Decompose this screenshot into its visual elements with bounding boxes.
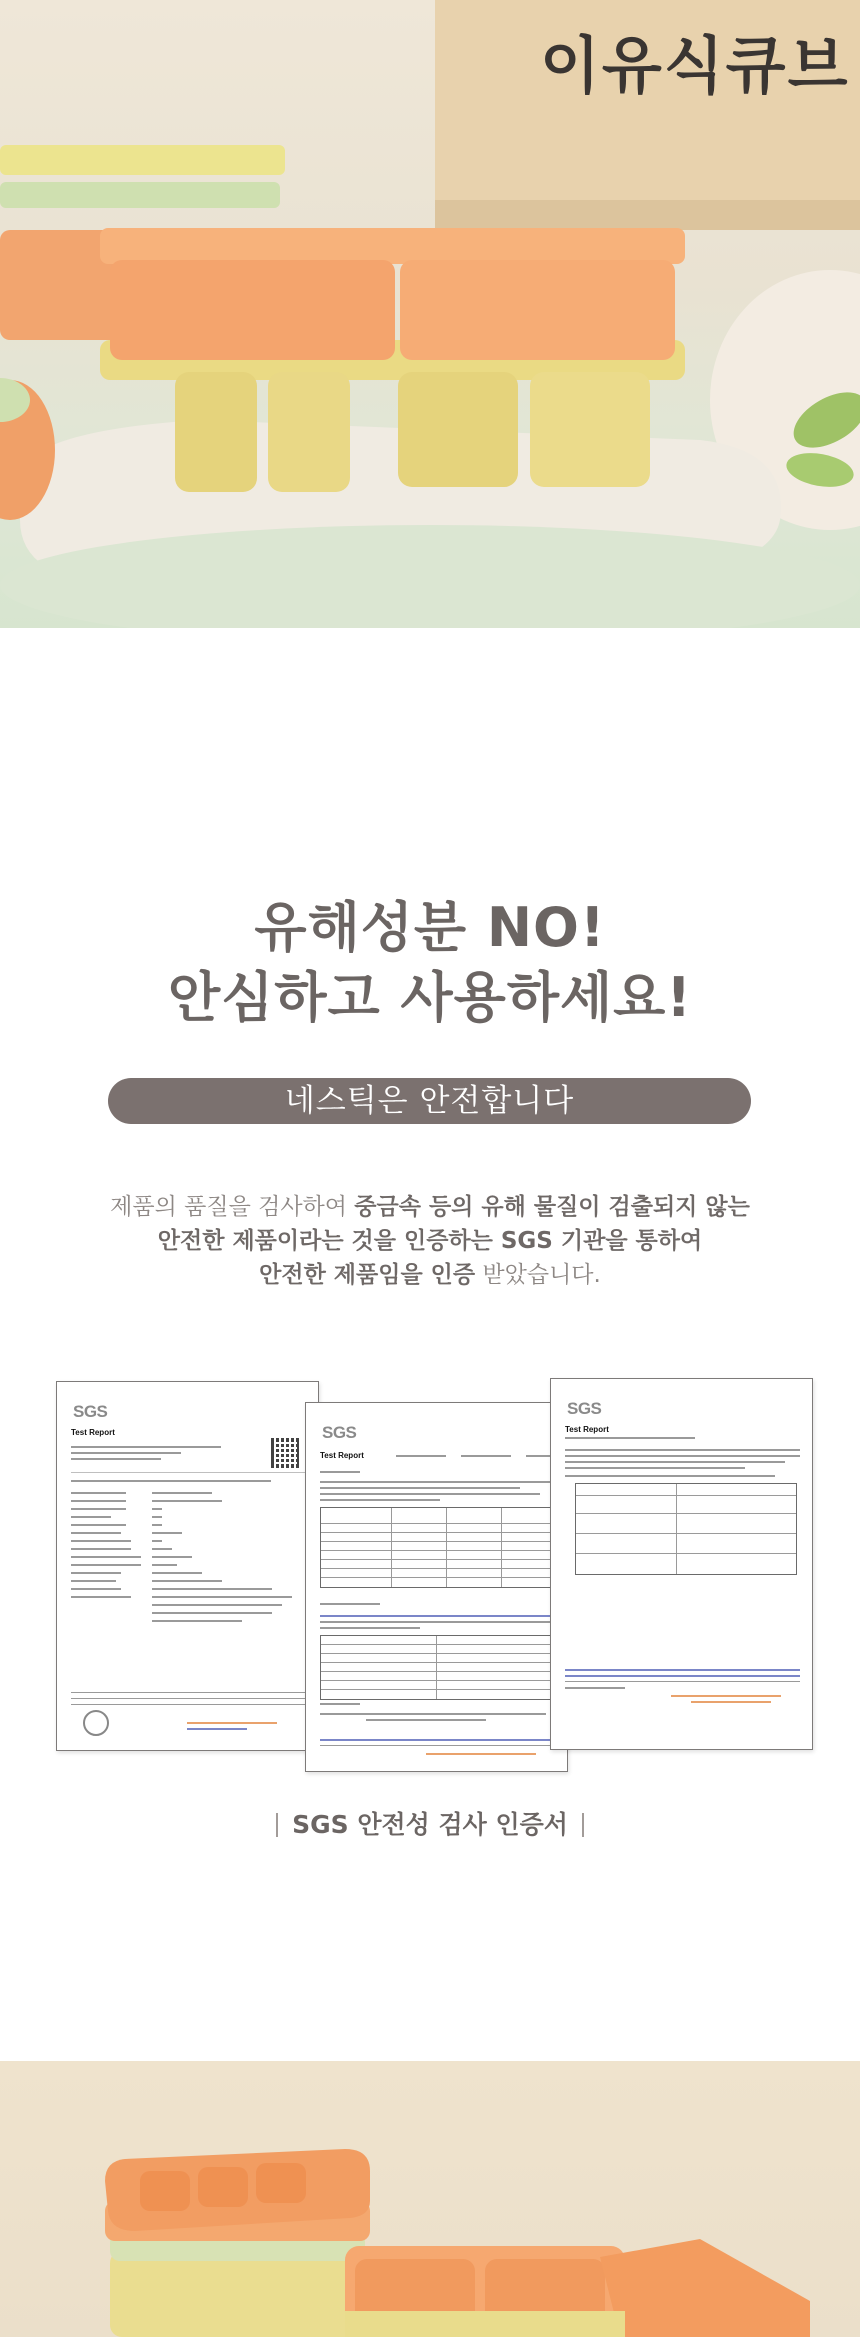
safety-pill-banner: 네스틱은 안전합니다 (108, 1078, 751, 1124)
description-text: 받았습니다. (475, 1262, 601, 1288)
headline-line-1: 유해성분 NO! (254, 896, 606, 959)
description-emphasis: 중금속 등의 유해 물질이 검출되지 않는 (354, 1194, 750, 1220)
caption-divider (276, 1813, 278, 1837)
certificate-caption (0, 1805, 860, 1841)
bottom-illustration (0, 2061, 860, 2337)
headline-line-2: 안심하고 사용하세요! (168, 966, 692, 1029)
caption-divider (582, 1813, 584, 1837)
qr-code-icon (271, 1438, 301, 1468)
description-line-3 (0, 1258, 860, 1292)
bottom-product-photo (0, 2061, 860, 2337)
sgs-logo: SGS (73, 1402, 108, 1421)
box-label-text: 이유식큐브 (540, 29, 850, 102)
report-title: Test Report (565, 1425, 609, 1434)
test-report-document-1 (56, 1381, 319, 1751)
test-report-document-3 (550, 1378, 813, 1750)
description-line-2 (0, 1224, 860, 1258)
hero-product-photo (0, 0, 860, 628)
report-title: Test Report (320, 1451, 364, 1460)
test-report-document-2 (305, 1402, 568, 1772)
sgs-logo: SGS (322, 1423, 357, 1442)
report-title: Test Report (71, 1428, 115, 1437)
caption-text: SGS 안전성 검사 인증서 (292, 1810, 568, 1839)
description-line-1 (0, 1190, 860, 1224)
description-text: 제품의 품질을 검사하여 (110, 1194, 355, 1220)
description-emphasis: 안전한 제품임을 인증 (259, 1262, 476, 1288)
sgs-logo: SGS (567, 1399, 602, 1418)
description-emphasis: 안전한 제품이라는 것을 인증하는 SGS 기관을 통하여 (157, 1228, 703, 1254)
